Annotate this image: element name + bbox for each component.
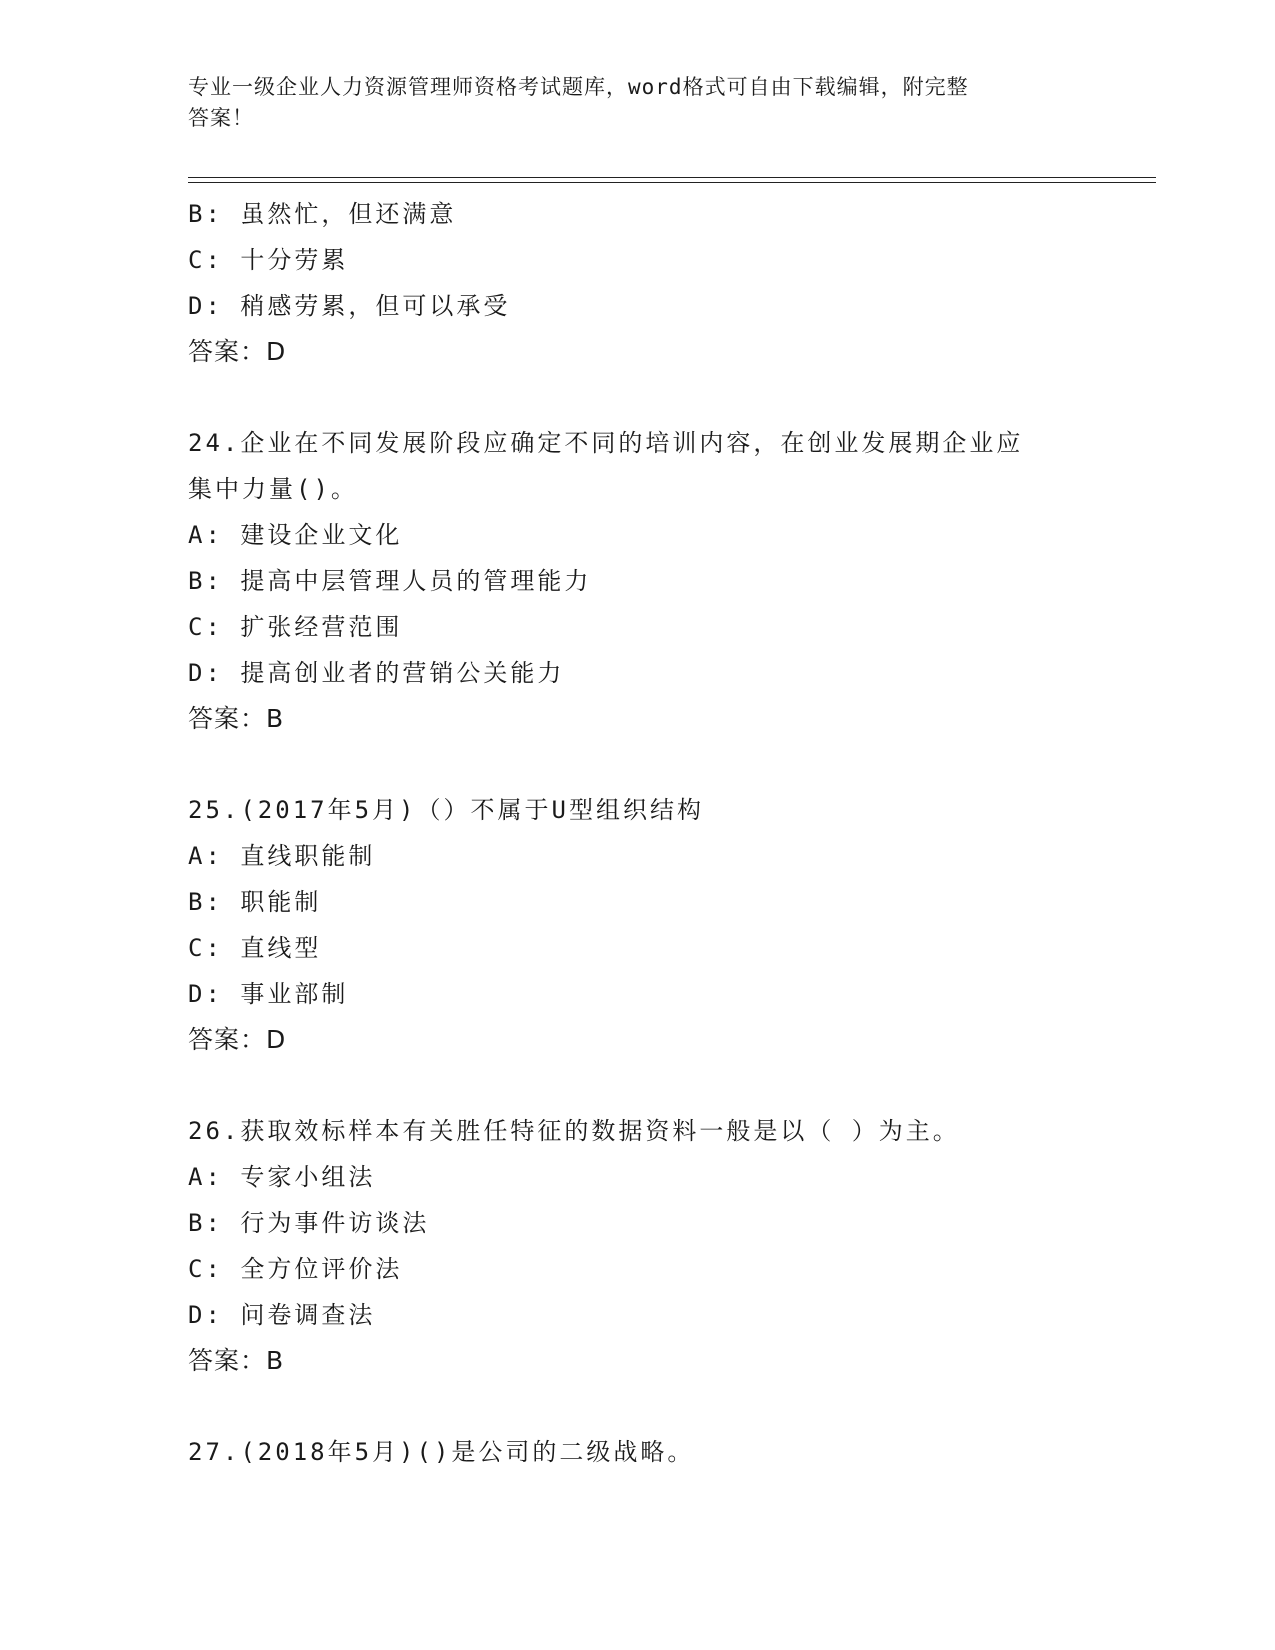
option-b: B: 虽然忙，但还满意 — [188, 200, 457, 228]
option-d: D: 稍感劳累，但可以承受 — [188, 292, 511, 320]
question-stem: 26.获取效标样本有关胜任特征的数据资料一般是以（ ）为主。 — [188, 1117, 960, 1145]
question-stem-continued: 集中力量()。 — [188, 475, 358, 503]
header-divider-bottom — [188, 182, 1156, 183]
spacer — [188, 742, 1088, 787]
header-line-1: 专业一级企业人力资源管理师资格考试题库，word格式可自由下载编辑，附完整 — [188, 75, 969, 99]
question-block-26 — [188, 1108, 1088, 1384]
spacer — [188, 1384, 1088, 1429]
spacer — [188, 1063, 1088, 1108]
question-block-23 — [188, 191, 1088, 375]
option-d: D: 事业部制 — [188, 980, 349, 1008]
option-c: C: 十分劳累 — [188, 246, 349, 274]
answer-label: 答案：B — [188, 1346, 285, 1375]
question-block-24 — [188, 420, 1088, 742]
option-b: B: 职能制 — [188, 888, 322, 916]
option-b: B: 行为事件访谈法 — [188, 1209, 430, 1237]
option-b: B: 提高中层管理人员的管理能力 — [188, 567, 592, 595]
question-stem: 24.企业在不同发展阶段应确定不同的培训内容，在创业发展期企业应 — [188, 429, 1024, 457]
option-d: D: 提高创业者的营销公关能力 — [188, 659, 565, 687]
header-line-2: 答案！ — [188, 106, 254, 130]
option-d: D: 问卷调查法 — [188, 1301, 376, 1329]
option-c: C: 直线型 — [188, 934, 322, 962]
answer-label: 答案：B — [188, 704, 285, 733]
header-divider-top — [188, 177, 1156, 178]
question-block-25 — [188, 787, 1088, 1063]
option-a: A: 建设企业文化 — [188, 521, 403, 549]
question-list — [188, 191, 1088, 1475]
question-block-27 — [188, 1429, 1088, 1475]
question-stem: 25.(2017年5月)（）不属于U型组织结构 — [188, 796, 704, 824]
option-c: C: 扩张经营范围 — [188, 613, 403, 641]
question-stem: 27.(2018年5月)()是公司的二级战略。 — [188, 1438, 695, 1466]
option-a: A: 专家小组法 — [188, 1163, 376, 1191]
answer-label: 答案：D — [188, 1025, 287, 1054]
spacer — [188, 375, 1088, 420]
option-c: C: 全方位评价法 — [188, 1255, 403, 1283]
document-header — [188, 72, 1068, 134]
answer-label: 答案：D — [188, 337, 287, 366]
option-a: A: 直线职能制 — [188, 842, 376, 870]
